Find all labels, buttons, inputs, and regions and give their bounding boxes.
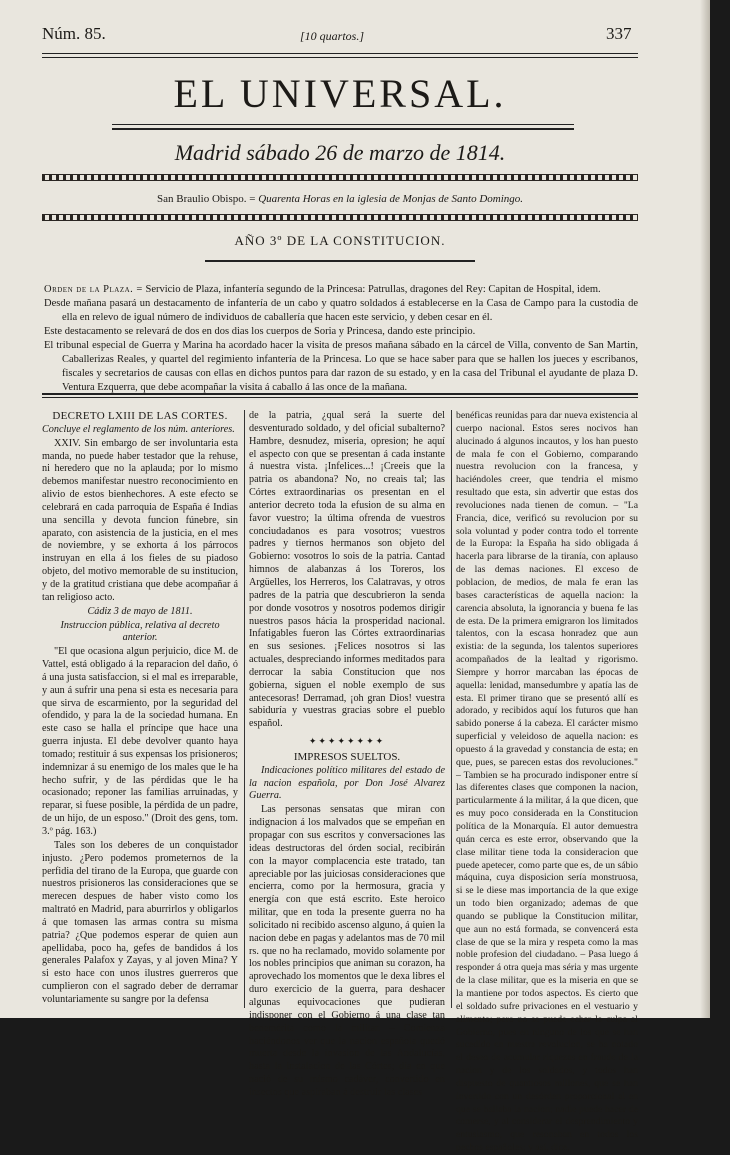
- instruction-heading: Instruccion pública, relativa al decreto anterior.: [60, 619, 220, 644]
- top-rule-thin: [42, 57, 638, 58]
- orden-line-1: Desde mañana pasará un destacamento de infantería de un cabo y quatro soldados á establecerse en la Casa de Campo para la custodia de ella en relevo de igual número de individuos de caballería que hacen este servicio, y deben cesar en él.: [44, 298, 638, 323]
- constitution-year: AÑO 3º DE LA CONSTITUCION.: [234, 233, 446, 248]
- orden-lead-paragraph: [44, 283, 638, 297]
- orden-section: [44, 283, 638, 395]
- column-2: [249, 410, 445, 1098]
- orden-line-2: Este destacamento se relevará de dos en dos dias los cuerpos de Soria y Princesa, dando este principio.: [44, 326, 476, 337]
- orden-text: Servicio de Plaza, infantería segundo de la Princesa: Patrullas, dragones del Rey: Capitan de Hospital, idem.: [145, 284, 601, 295]
- orden-lead: Orden de la Plaza. =: [44, 284, 143, 295]
- section-rule: [42, 393, 638, 395]
- column-divider-2: [451, 410, 452, 1008]
- decree-paragraph-3: Tales son los deberes de un conquistador injusto. ¿Pero podemos prometernos de la perfidia del tirano de la Europa, que guarde con nuestros prisioneros las consideraciones que se merecen despues de haber visto como los maltrató en Madrid, para aburrirlos y obligarlos á que tomasen las armas contra su misma patria? ¿Que podemos esperar de quien aun apellidaba, poco ha, gefes de bandidos á los generales Palafox y Zayas, y al joven Mina? Y si esto hace con unos ilustres guerreros que cumplieron con el sagrado deber de derramar voluntariamente su sangre por la defensa: [42, 839, 238, 1005]
- decree-subheading: Concluye el reglamento de los núm. anteriores.: [42, 423, 235, 435]
- decree-heading: DECRETO LXIII DE LAS CORTES.: [52, 410, 228, 422]
- col2-paragraph-2: Las personas sensatas que miran con indignacion á los malvados que se empeñan en propagar con sus escritos y conversaciones las ideas destructoras del órden social, recibirán con la mayor complacencia este tratado, tan apreciable por las juiciosas consideraciones que encierra, como por la hermosura, gracia y energía con que está escrito. Este heroico militar, que en toda la presente guerra no ha solicitado ni recibido ascenso alguno, á quien la nacion debe en pagas y adelantos mas de 70 mil rs. que no ha reclamado, movido solamente por los nobles principios que animan su corazon, ha aprovechado los momentos que le dexa libres el duro exercicio de la guerra, para deshacer algunas equivocaciones que pudieran indisponer con el Gobierno á una clase tan benemérita como la militar. – Comienza haciéndonos ver que la nacion española quedó muerta desde la invasion de las Andalucías, hasta la instalacion de las Córtes; dia en que nació de su mismo cadáver, convertido en insectos que aspiraban á destruir las clases: [249, 804, 445, 1098]
- top-rule: [42, 53, 638, 54]
- saint-line: [40, 193, 640, 205]
- impresos-heading: IMPRESOS SUELTOS.: [293, 750, 401, 763]
- section-rule-thin: [42, 397, 638, 398]
- page-number: 337: [606, 24, 632, 43]
- col3-paragraph-1: benéficas reunidas para dar nueva existencia al cuerpo nacional. Estos seres nocivos han alucinado á algunos incautos, y los han puesto de mala fe con el Gobierno, comparando nuestra revolucion con la francesa, y haciéndoles creer, que tendria el mismo resultado que esta, sin advertir que estas dos revoluciones nada tienen de comun. – "La Francia, dice, verificó su revolucion por su sola voluntad y poder contra todo el torrente de la Europa: la España ha sido obligada á hacerla para librarse de la tiranía, con aplauso de las demas naciones. El exceso de poblacion, de medios, de mala fe eran las bases características de aquella nacion: la carencia absoluta, la ignorancia y buena fe las de esta. De la primera emigraron los limitados talentos, con la escasa honradez que aun existia: de la segunda, los talentos superiores acompañados de la lealtad y rigorismo. Siempre y horror marcaban las épocas de aquella: lenidad, mansedumbre y apatía las de esta. El primer tirano que se presentó allí es adorado, y recibidos aquí los futuros que han sabido ponerse á la cabeza. El carácter mismo superficial y veleidoso de aquella nacion: es opuesto á la gravedad y constancia de esta; en que, pues, se parecen estas dos revoluciones." – Tambien se ha procurado indisponer entre sí las diferentes clases que componen la nacion, particularmente á la militar, á la que dicen, que es muy poco considerada en la Constitucion política de la Monarquía. El autor demuestra quán cerca es este error, observando que la clase militar tiene toda la consideracion que puede apetecer, como parte que es, de un sábio máquina, cuya disposicion sería monstruosa, si se le diese mas importancia de la que exige un todo bien organizado; ademas de que quando se publique la Constitucion militar, que aun no está formada, se convencerá esta clase de que se la mira y respeta como la mas noble profesion del ciudadano. – Pasa luego á responder á otra queja mas séria y mas urgente de la clase militar, que es la miseria en que se la mantiene por todos aspectos. Es cierto que el soldado sufre privaciones en el vestuario y alimento; pero no se puede echar la culpa al Gobierno, pues en ninguno de los que se han sucedido en nuestra revolucion, se ha notado el deseo de acumular riquezas en fraude de la nacion y de los soldados, y todos han dispuesto de quantiosos millones, que se han invertido con un desórden proporcional al en que se hallaba la nacion; nadie puede hacer de comerse, y al considerar el desprendimiento y entusiasmo, que resonaban en todos los pechos españoles; y así, dice,: [456, 410, 638, 1154]
- column-divider-1: [244, 410, 245, 1008]
- page-edge-shadow: [700, 0, 710, 1018]
- column-1: [42, 410, 238, 1010]
- column-3: [456, 410, 638, 1154]
- decree-paragraph-1: XXIV. Sin embargo de ser involuntaria esta manda, no puede haber testador que la rehuse, ni heredero que no la aplauda; por lo mismo debemos manifestar nuestro reconocimiento en alivio de estos bienhechores. A este efecto se celebrará en cada parroquia de España é Indias una sencilla y devota funcion fúnebre, sin aparato, con asistencia de la justicia, en el mes de noviembre, y se exhorta á los párrocos instruyan en ella á los fieles de su piadoso objeto, del motivo memorable de su institucion, y de la gratitud cristiana que debe acompañar á tan religioso acto.: [42, 437, 238, 603]
- title-underline: [112, 124, 574, 125]
- title-underline-thick: [112, 128, 574, 130]
- col2-paragraph-1: de la patria, ¿qual será la suerte del desventurado soldado, y del oficial subalterno? Hambre, desnudez, miseria, opresion; he aquí el aspecto con que se presentan á cada instante á nuestra vista. ¡Infelices...! ¡Creeis que la patria os abandona? No, no creais tal; las Córtes extraordinarias os presentan en el anterior decreto toda la efusion de su alma en favor vuestro; la última ofrenda de vuestros conciudadanos es para vosotros; vuestros padres y tiernos hermanos son objeto del Gobierno: vosotros lo sois de la patria. Cantad himnos de alabanzas á los Toreros, los Argüelles, los Herreros, los Calatravas, y otros padres de la patria que descubrieron la senda por donde vosotros y nosotros podemos dirigir nuestros pasos hácia la prosperidad nacional. Infatigables fueron las Córtes extraordinarias en sus sesiones. ¡Felices nosotros si las actuales, despreciando informes meditados para derrocar la sabia Constitucion que nos gobierna, siguen el noble exemplo de sus antecesoras! Derramad, ¡oh gran Dios! vuestra sabiduría y vuestras gracias sobre el pueblo español.: [249, 410, 445, 730]
- issue-number: Núm. 85.: [42, 24, 106, 43]
- decree-paragraph-2: "El que ocasiona algun perjuicio, dice M. de Vattel, está obligado á la reparacion del daño, ó á una justa satisfaccion, si el mal es irreparable, y aun á sufrir una pena si esta es necesaria para que sirva de escarmiento, por la seguridad del ofendido, y para la de la sociedad humana. En este caso se halla el príncipe que hace una guerra injusta. El debe devolver quanto haya tomado; restituir á sus expensas los prisioneros; indemnizar á su enemigo de los males que le ha hecho sufrir, y de las pérdidas que le ha ocasionado; reponer las familias arruinadas, y reparar, si fuese posible, la pérdida de un padre, de un hijo, de un esposo." (Droit des gens, tom. 3.º pág. 163.): [42, 646, 238, 837]
- ornament-separator: ✦✦✦✦✦✦✦✦: [308, 736, 386, 747]
- ornament-rule-2: [42, 214, 638, 221]
- saint-observance: Quarenta Horas en la iglesia de Monjas de Santo Domingo.: [258, 193, 524, 205]
- issue-date: Madrid sábado 26 de marzo de 1814.: [174, 140, 506, 165]
- year-underline: [205, 260, 475, 262]
- decree-date: Cádiz 3 de mayo de 1811.: [87, 605, 193, 617]
- saint-name: San Braulio Obispo. =: [156, 193, 256, 205]
- orden-line-3: El tribunal especial de Guerra y Marina ha acordado hacer la visita de presos mañana sábado en la cárcel de Villa, convento de San Martin, Caballerizas Reales, y quartel del regimiento infantería de la Princesa. Lo que se hace saber para que se hallen los jueces y escribanos, fiscales y secretarios de causas con ellas en dichos puntos para dar razon de su estado, y en la casa del Tribunal el ayudante de plaza D. Ventura Ezquerra, que debe acompañar la visita á caballo á las once de la mañana.: [44, 340, 638, 393]
- ornament-rule: [42, 174, 638, 181]
- newspaper-title: EL UNIVERSAL.: [173, 71, 507, 116]
- edition-format: [10 quartos.]: [300, 29, 365, 43]
- indicaciones-title: Indicaciones político militares del estado de la nacion española, por Don José Alvarez Guerra.: [249, 764, 445, 802]
